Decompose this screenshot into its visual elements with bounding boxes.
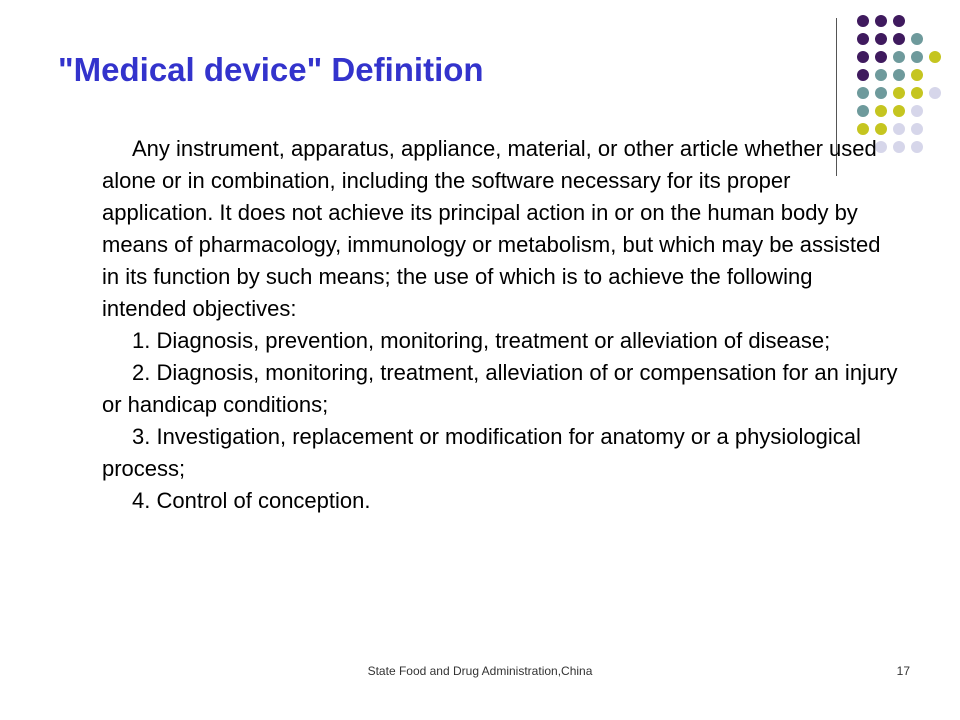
decorative-dot	[929, 87, 941, 99]
decorative-dot	[857, 69, 869, 81]
objective-item-4: 4. Control of conception.	[132, 488, 371, 513]
decorative-dot	[911, 69, 923, 81]
decorative-dot	[857, 51, 869, 63]
decorative-dot	[911, 105, 923, 117]
decorative-dot	[857, 105, 869, 117]
decorative-dot	[911, 87, 923, 99]
definition-paragraph: Any instrument, apparatus, appliance, material, or other article whether used alone or in combination, including the software necessary for its proper application. It does not achieve its principal action in or on the human body by means of pharmacology, immunology or metabolism, but which may be assisted in its function by such means; the use of which is to achieve the following intended objectives:	[102, 136, 881, 321]
decorative-dot	[875, 15, 887, 27]
decorative-dot	[857, 33, 869, 45]
decorative-dot	[911, 51, 923, 63]
decorative-dot	[893, 33, 905, 45]
objective-item-1: 1. Diagnosis, prevention, monitoring, treatment or alleviation of disease;	[132, 328, 831, 353]
decorative-dot	[875, 51, 887, 63]
slide-body	[102, 133, 902, 517]
decorative-dot	[875, 33, 887, 45]
decorative-dot	[857, 87, 869, 99]
decorative-dot	[893, 51, 905, 63]
decorative-dot	[911, 33, 923, 45]
decorative-dot	[911, 123, 923, 135]
decorative-dot	[875, 69, 887, 81]
objective-item-3: 3. Investigation, replacement or modification for anatomy or a physiological process;	[102, 424, 861, 481]
decorative-dot	[893, 15, 905, 27]
objective-item-2: 2. Diagnosis, monitoring, treatment, alleviation of or compensation for an injury or handicap conditions;	[102, 360, 898, 417]
decorative-dot	[857, 15, 869, 27]
slide-footer: State Food and Drug Administration,China	[367, 664, 593, 678]
decorative-dot	[929, 51, 941, 63]
page-number: 17	[896, 664, 910, 678]
decorative-dot	[875, 87, 887, 99]
slide-title: "Medical device" Definition	[58, 51, 484, 88]
decorative-dot	[875, 105, 887, 117]
decorative-dot	[893, 69, 905, 81]
decorative-dot	[911, 141, 923, 153]
decorative-dot	[893, 105, 905, 117]
decorative-dot	[893, 87, 905, 99]
